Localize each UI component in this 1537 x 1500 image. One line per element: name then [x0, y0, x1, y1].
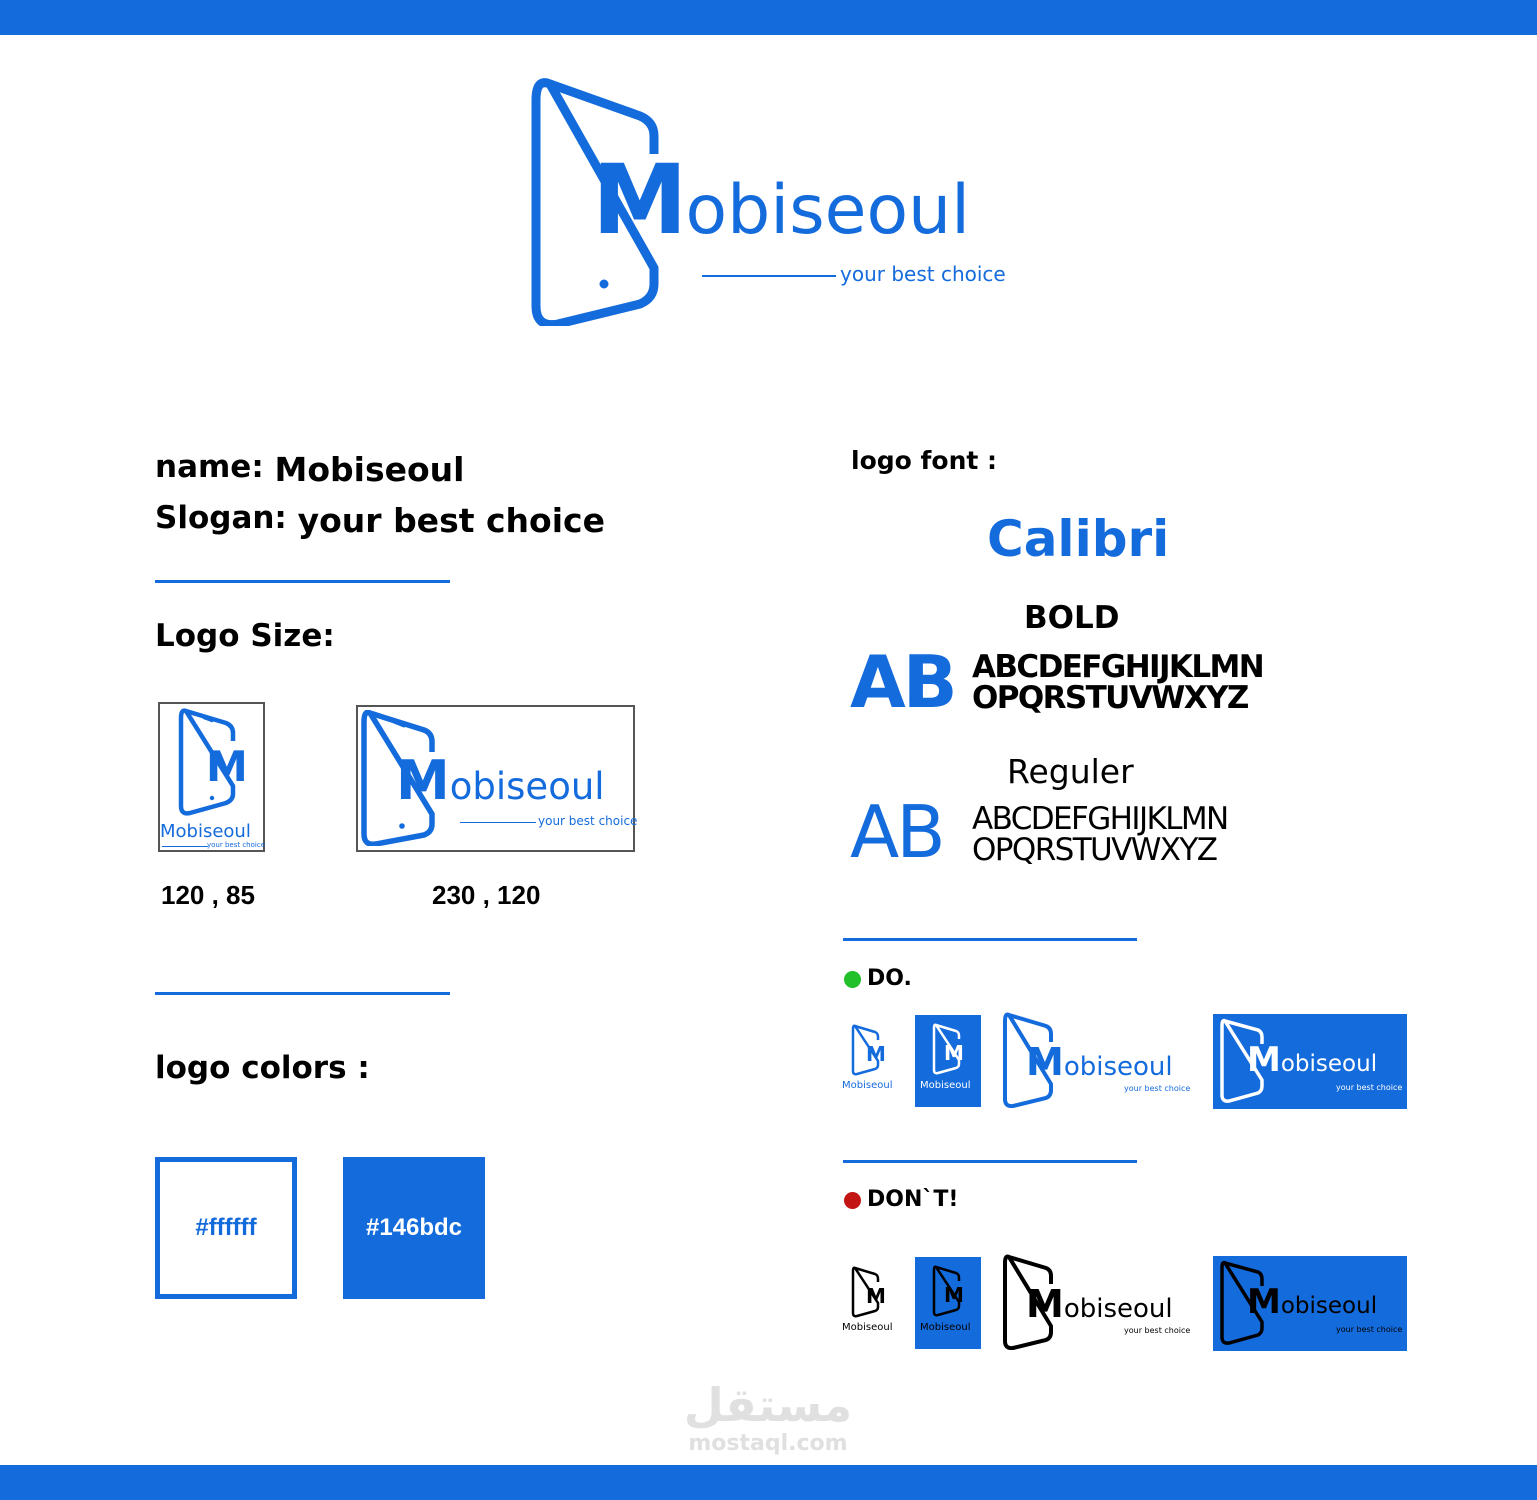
font-bold-sample: AB	[850, 640, 955, 724]
bottom-bar	[0, 1465, 1537, 1500]
dont-wide-initial: M	[1026, 1282, 1064, 1326]
logo-size-large	[356, 705, 638, 852]
do-wide-initial: M	[1026, 1040, 1064, 1084]
slogan-value: your best choice	[297, 501, 605, 540]
name-value: Mobiseoul	[274, 450, 465, 489]
dont-small-name: Mobiseoul	[842, 1322, 893, 1333]
dont-small-blue-name: Mobiseoul	[920, 1322, 971, 1333]
do-wide-slogan: your best choice	[1124, 1084, 1191, 1093]
font-regular-glyphs	[972, 801, 1228, 868]
divider	[155, 580, 450, 583]
watermark	[668, 1378, 868, 1456]
main-logo-rest: obiseoul	[685, 171, 971, 250]
do-dot-icon	[844, 971, 861, 988]
do-small-initial: M	[866, 1042, 886, 1066]
main-logo	[530, 78, 1010, 328]
main-logo-slogan-line	[702, 275, 836, 277]
dont-wide-blue-rest: obiseoul	[1280, 1293, 1378, 1319]
main-logo-wordmark	[592, 144, 970, 256]
logo-size-large-caption: 230 , 120	[432, 880, 541, 910]
do-heading	[844, 966, 912, 991]
dont-wide-blue-slogan: your best choice	[1336, 1325, 1403, 1334]
slogan-label: Slogan:	[155, 500, 287, 536]
logo-size-heading: Logo Size:	[155, 618, 335, 654]
main-logo-slogan: your best choice	[840, 262, 1006, 286]
divider	[843, 938, 1137, 941]
do-logo-wide-blue	[1213, 1014, 1407, 1109]
dont-wide-slogan: your best choice	[1124, 1326, 1191, 1335]
font-regular-line2: OPQRSTUVWXYZ	[972, 832, 1217, 868]
do-small-blue-name: Mobiseoul	[920, 1080, 971, 1091]
main-logo-initial: M	[592, 144, 686, 256]
logo-large-wordmark	[396, 749, 605, 812]
logo-small-slogan-line	[162, 846, 208, 847]
color-swatch-blue-label: #146bdc	[365, 1214, 463, 1241]
top-bar	[0, 0, 1537, 35]
do-wide-rest: obiseoul	[1063, 1052, 1173, 1082]
logo-font-heading: logo font :	[851, 446, 998, 475]
do-wide-blue-initial: M	[1247, 1040, 1281, 1080]
do-wide-blue-wordmark	[1247, 1040, 1377, 1080]
font-regular-sample: AB	[850, 790, 943, 874]
font-bold-title: BOLD	[1024, 600, 1120, 636]
font-regular-title: Reguler	[1007, 752, 1134, 791]
logo-large-initial: M	[396, 749, 450, 812]
logo-small-slogan: your best choice	[207, 841, 265, 849]
dont-logo-small-blue	[915, 1257, 981, 1349]
do-wide-wordmark	[1026, 1040, 1173, 1084]
dont-dot-icon	[844, 1192, 861, 1209]
logo-size-small	[158, 702, 265, 852]
divider	[843, 1160, 1137, 1163]
dont-wide-wordmark	[1026, 1282, 1173, 1326]
do-wide-blue-slogan: your best choice	[1336, 1083, 1403, 1092]
color-swatch-blue	[343, 1157, 485, 1299]
dont-logo-small-white	[842, 1264, 898, 1340]
name-label: name:	[155, 449, 264, 485]
color-swatch-white-label: #ffffff	[195, 1214, 257, 1241]
logo-colors-heading: logo colors :	[155, 1050, 370, 1086]
do-logo-small-white	[842, 1022, 898, 1098]
name-row	[155, 446, 465, 489]
font-bold-line2: OPQRSTUVWXYZ	[972, 680, 1248, 716]
do-small-name: Mobiseoul	[842, 1080, 893, 1091]
logo-small-initial: M	[206, 742, 248, 791]
dont-small-blue-initial: M	[944, 1283, 964, 1307]
dont-wide-blue-initial: M	[1247, 1282, 1281, 1322]
slogan-row	[155, 497, 605, 540]
dont-wide-blue-wordmark	[1247, 1282, 1377, 1322]
divider	[155, 992, 450, 995]
logo-size-small-caption: 120 , 85	[161, 880, 255, 910]
do-label: DO.	[867, 966, 912, 991]
watermark-domain: mostaql.com	[688, 1431, 848, 1456]
logo-large-slogan: your best choice	[538, 814, 638, 828]
dont-logo-wide-blue	[1213, 1256, 1407, 1351]
do-logo-small-blue	[915, 1015, 981, 1107]
logo-large-slogan-line	[460, 822, 536, 823]
font-bold-glyphs	[972, 649, 1264, 716]
dont-wide-rest: obiseoul	[1063, 1294, 1173, 1324]
font-regular-line1: ABCDEFGHIJKLMN	[972, 801, 1228, 837]
dont-heading	[844, 1187, 958, 1212]
do-wide-blue-rest: obiseoul	[1280, 1051, 1378, 1077]
dont-logo-wide-white	[1002, 1254, 1192, 1352]
logo-large-rest: obiseoul	[449, 765, 605, 808]
font-family-name: Calibri	[987, 510, 1170, 568]
color-swatch-white	[155, 1157, 297, 1299]
do-small-blue-initial: M	[944, 1041, 964, 1065]
watermark-arabic: مستقل	[683, 1378, 853, 1432]
dont-label: DON`T!	[867, 1187, 959, 1212]
dont-small-initial: M	[866, 1284, 886, 1308]
logo-small-name: Mobiseoul	[160, 821, 251, 842]
do-logo-wide-white	[1002, 1012, 1192, 1110]
font-bold-line1: ABCDEFGHIJKLMN	[972, 649, 1264, 685]
